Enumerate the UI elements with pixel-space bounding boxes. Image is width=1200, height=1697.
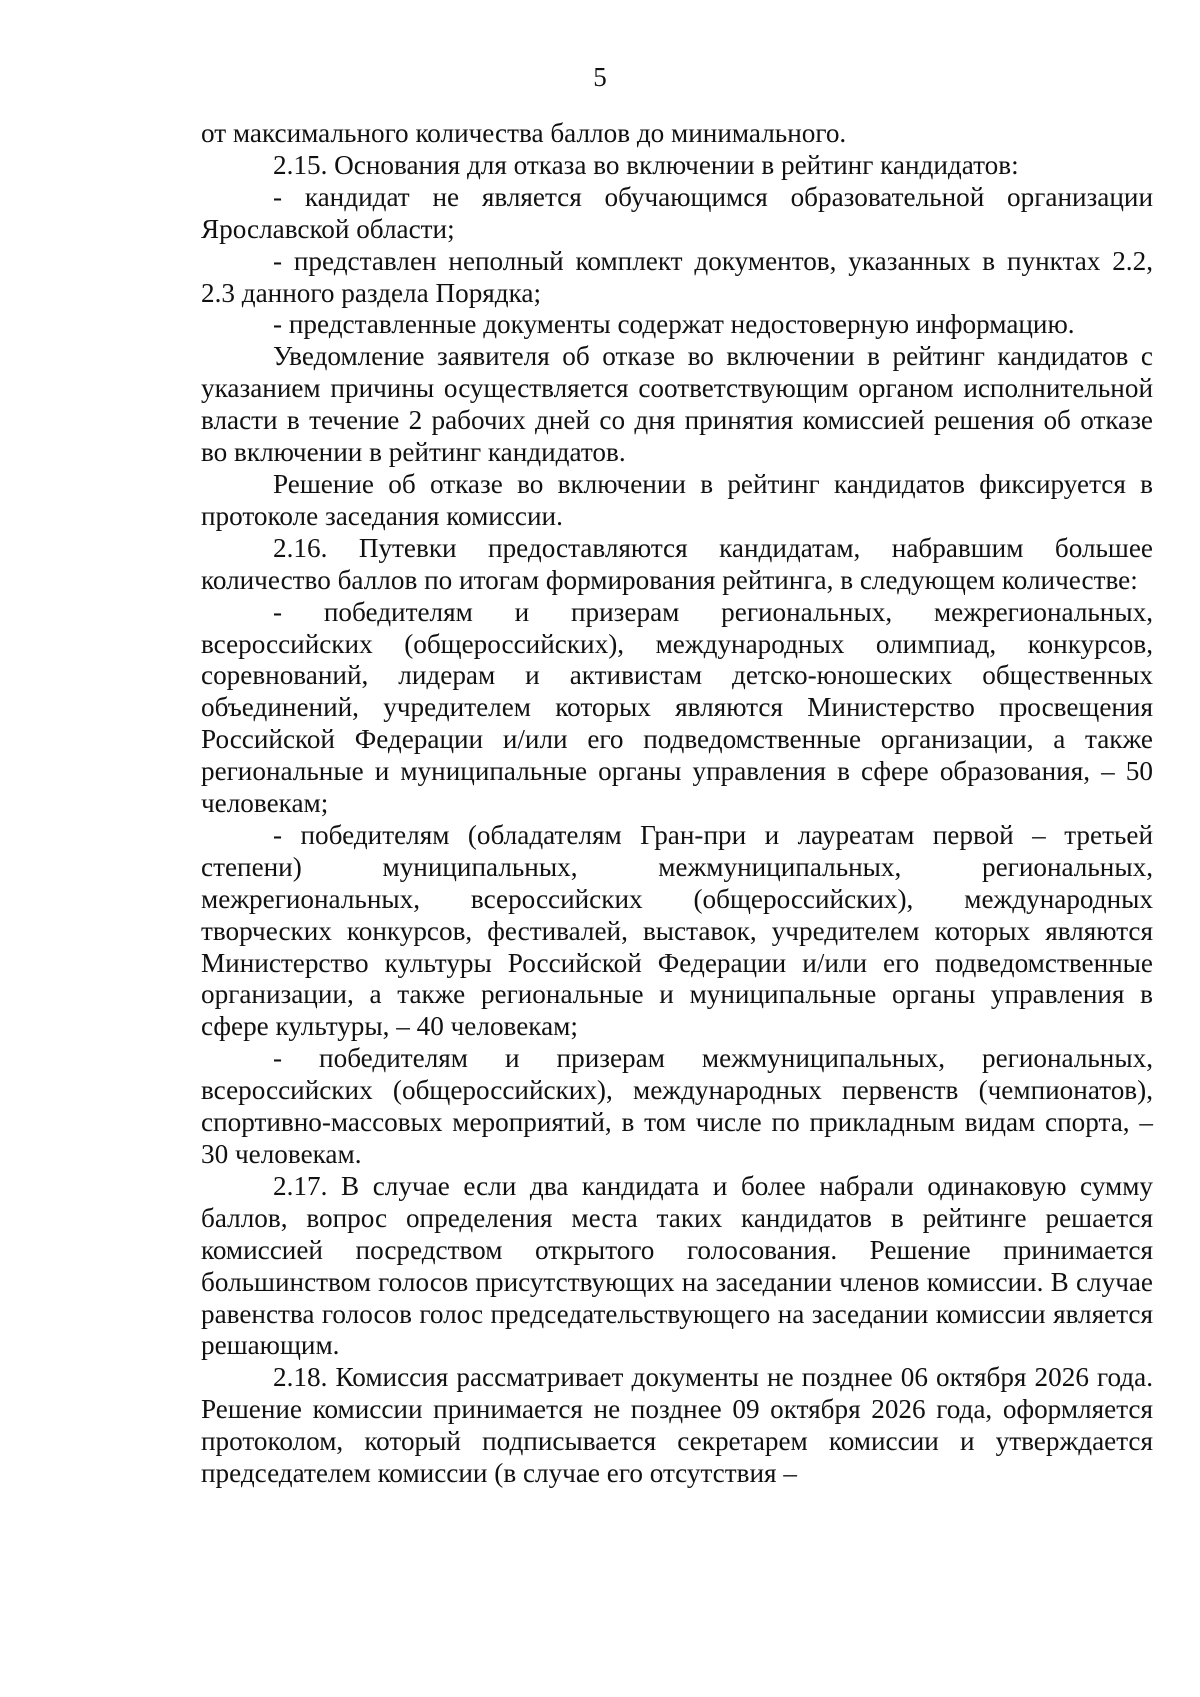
paragraph-2-15-heading: 2.15. Основания для отказа во включении в рейтинг кандидатов: bbox=[273, 149, 1019, 180]
page-number: 5 bbox=[593, 62, 607, 92]
paragraph-2-18: 2.18. Комиссия рассматривает документы не позднее 06 октября 2026 года. Решение комиссии принимается не позднее 09 октября 2026 года, оформляется протоколом, который подписывается секретарем комиссии и утверждается председателем комиссии (в случае его отсутствия – bbox=[201, 1362, 1153, 1489]
paragraph-2-17: 2.17. В случае если два кандидата и более набрали одинаковую сумму баллов, вопрос определения места таких кандидатов в рейтинге решается комиссией посредством открытого голосования. Решение принимается большинством голосов присутствующих на заседании членов комиссии. В случае равенства голосов голос председательствующего на заседании комиссии является решающим. bbox=[201, 1170, 1153, 1361]
paragraph-refusal-decision: Решение об отказе во включении в рейтинг кандидатов фиксируется в протоколе заседания комиссии. bbox=[201, 468, 1153, 531]
paragraph-quota-culture: - победителям (обладателям Гран-при и лауреатам первой – третьей степени) муниципальных, межмуниципальных, региональных, межрегиональных, всероссийских (общероссийских), международных творческих конкурсов, фестивалей, выставок, учредителем которых являются Министерство культуры Российской Федерации и/или его подведомственные организации, а также региональные и муниципальные органы управления в сфере культуры, – 40 человекам; bbox=[201, 819, 1153, 1042]
paragraph-2-16-heading: 2.16. Путевки предоставляются кандидатам, набравшим большее количество баллов по итогам формирования рейтинга, в следующем количестве: bbox=[201, 532, 1153, 595]
paragraph-refusal-reason-3: - представленные документы содержат недостоверную информацию. bbox=[273, 309, 1075, 340]
document-body bbox=[201, 118, 1153, 1490]
paragraph-notification: Уведомление заявителя об отказе во включении в рейтинг кандидатов с указанием причины осуществляется соответствующим органом исполнительной власти в течение 2 рабочих дней со дня принятия комиссией решения об отказе во включении в рейтинг кандидатов. bbox=[201, 341, 1153, 468]
paragraph-1: от максимального количества баллов до минимального. bbox=[201, 118, 847, 148]
paragraph-refusal-reason-1: - кандидат не является обучающимся образовательной организации Ярославской области; bbox=[201, 181, 1153, 244]
paragraph-quota-education: - победителям и призерам региональных, межрегиональных, всероссийских (общероссийских), международных олимпиад, конкурсов, соревнований, лидерам и активистам детско-юношеских общественных объединений, учредителем которых являются Министерство просвещения Российской Федерации и/или его подведомственные организации, а также региональные и муниципальные органы управления в сфере образования, – 50 человекам; bbox=[201, 596, 1153, 819]
paragraph-refusal-reason-2: - представлен неполный комплект документов, указанных в пунктах 2.2, 2.3 данного раздела Порядка; bbox=[201, 245, 1153, 308]
paragraph-quota-sport: - победителям и призерам межмуниципальных, региональных, всероссийских (общероссийских), международных первенств (чемпионатов), спортивно-массовых мероприятий, в том числе по прикладным видам спорта, – 30 человекам. bbox=[201, 1043, 1153, 1169]
